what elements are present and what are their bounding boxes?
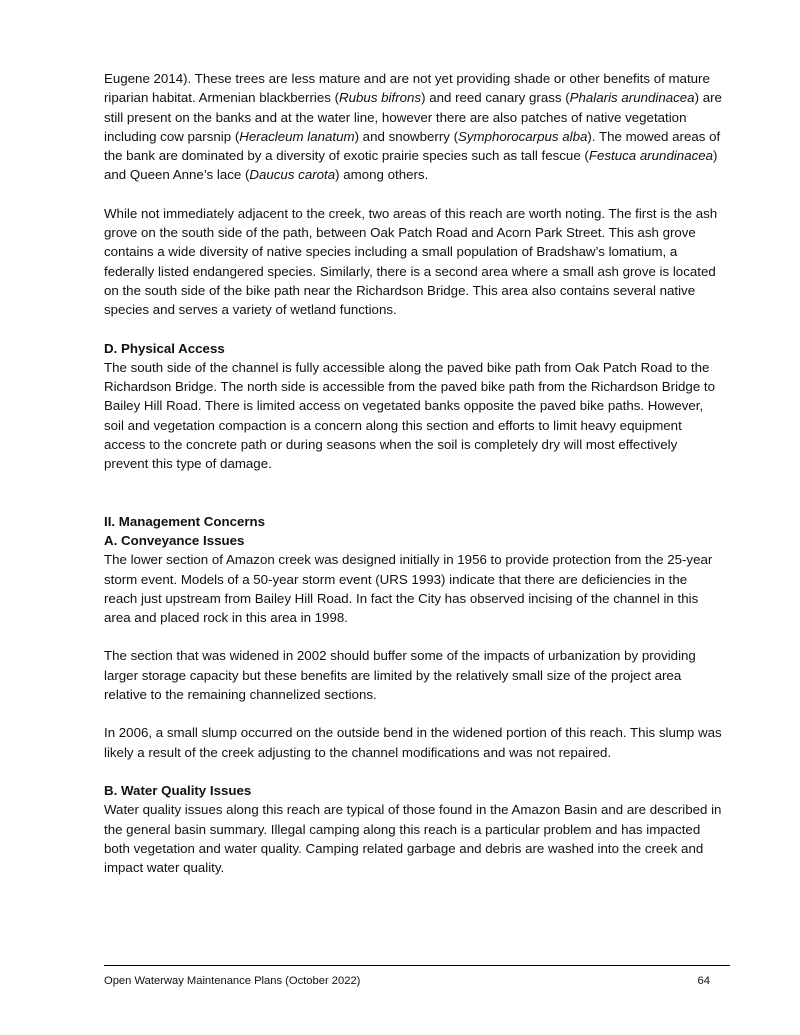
riparian-vegetation-paragraph: Eugene 2014). These trees are less mature and are not yet providing shade or other benefits of mature riparian habitat. Armenian blackberries (Rubus bifrons) and reed canary grass (Phalaris arundinacea) are still present on the banks and at the water line, however there are also patches of native vegetation including cow parsnip (Heracleum lanatum) and snowberry (Symphorocarpus alba). The mowed areas of the bank are dominated by a diversity of exotic prairie species such as tall fescue (Festuca arundinacea) and Queen Anne’s lace (Daucus carota) among others. [104, 71, 722, 183]
conveyance-issues-heading: A. Conveyance Issues [104, 532, 245, 548]
page-body [104, 69, 724, 877]
footer-divider [104, 965, 730, 966]
widened-section-paragraph: The section that was widened in 2002 should buffer some of the impacts of urbanization by providing larger storage capacity but these benefits are limited by the relatively small size of the project area relative to the remaining channelized sections. [104, 648, 696, 703]
page-footer [104, 974, 710, 988]
ash-grove-paragraph: While not immediately adjacent to the creek, two areas of this reach are worth noting. The first is the ash grove on the south side of the path, between Oak Patch Road and Acorn Park Street. This ash grove contains a wide diversity of native species including a small population of Bradshaw’s lomatium, a federally listed endangered species. Similarly, there is a second area where a small ash grove is located on the south side of the bike path near the Richardson Bridge. This area also contains several native species and serves a variety of wetland functions. [104, 205, 718, 318]
physical-access-paragraph: The south side of the channel is fully accessible along the paved bike path from Oak Patch Road to the Richardson Bridge. The north side is accessible from the paved bike path from the Richardson Bridge to Bailey Hill Road. There is limited access on vegetated banks opposite the paved bike paths. However, soil and vegetation compaction is a concern along this section and efforts to limit heavy equipment access to the concrete path or during seasons when the soil is completely dry will most effectively prevent this type of damage. [104, 359, 715, 472]
physical-access-heading: D. Physical Access [104, 340, 225, 356]
water-quality-paragraph: Water quality issues along this reach are typical of those found in the Amazon Basin and are described in the general basin summary. Illegal camping along this reach is a particular problem and has impacted both vegetation and water quality. Camping related garbage and debris are washed into the creek and impact water quality. [104, 802, 722, 876]
page-number: 64 [697, 975, 710, 987]
water-quality-heading: B. Water Quality Issues [104, 782, 252, 798]
management-concerns-heading: II. Management Concerns [104, 513, 266, 529]
slump-paragraph: In 2006, a small slump occurred on the outside bend in the widened portion of this reach. This slump was likely a result of the creek adjusting to the channel modifications and was not repaired. [104, 725, 722, 760]
conveyance-paragraph: The lower section of Amazon creek was designed initially in 1956 to provide protection from the 25-year storm event. Models of a 50-year storm event (URS 1993) indicate that there are deficiencies in the reach just upstream from Bailey Hill Road. In fact the City has observed incising of the channel in this area and placed rock in this area in 1998. [104, 552, 713, 626]
footer-title: Open Waterway Maintenance Plans (October 2022) [104, 975, 361, 987]
